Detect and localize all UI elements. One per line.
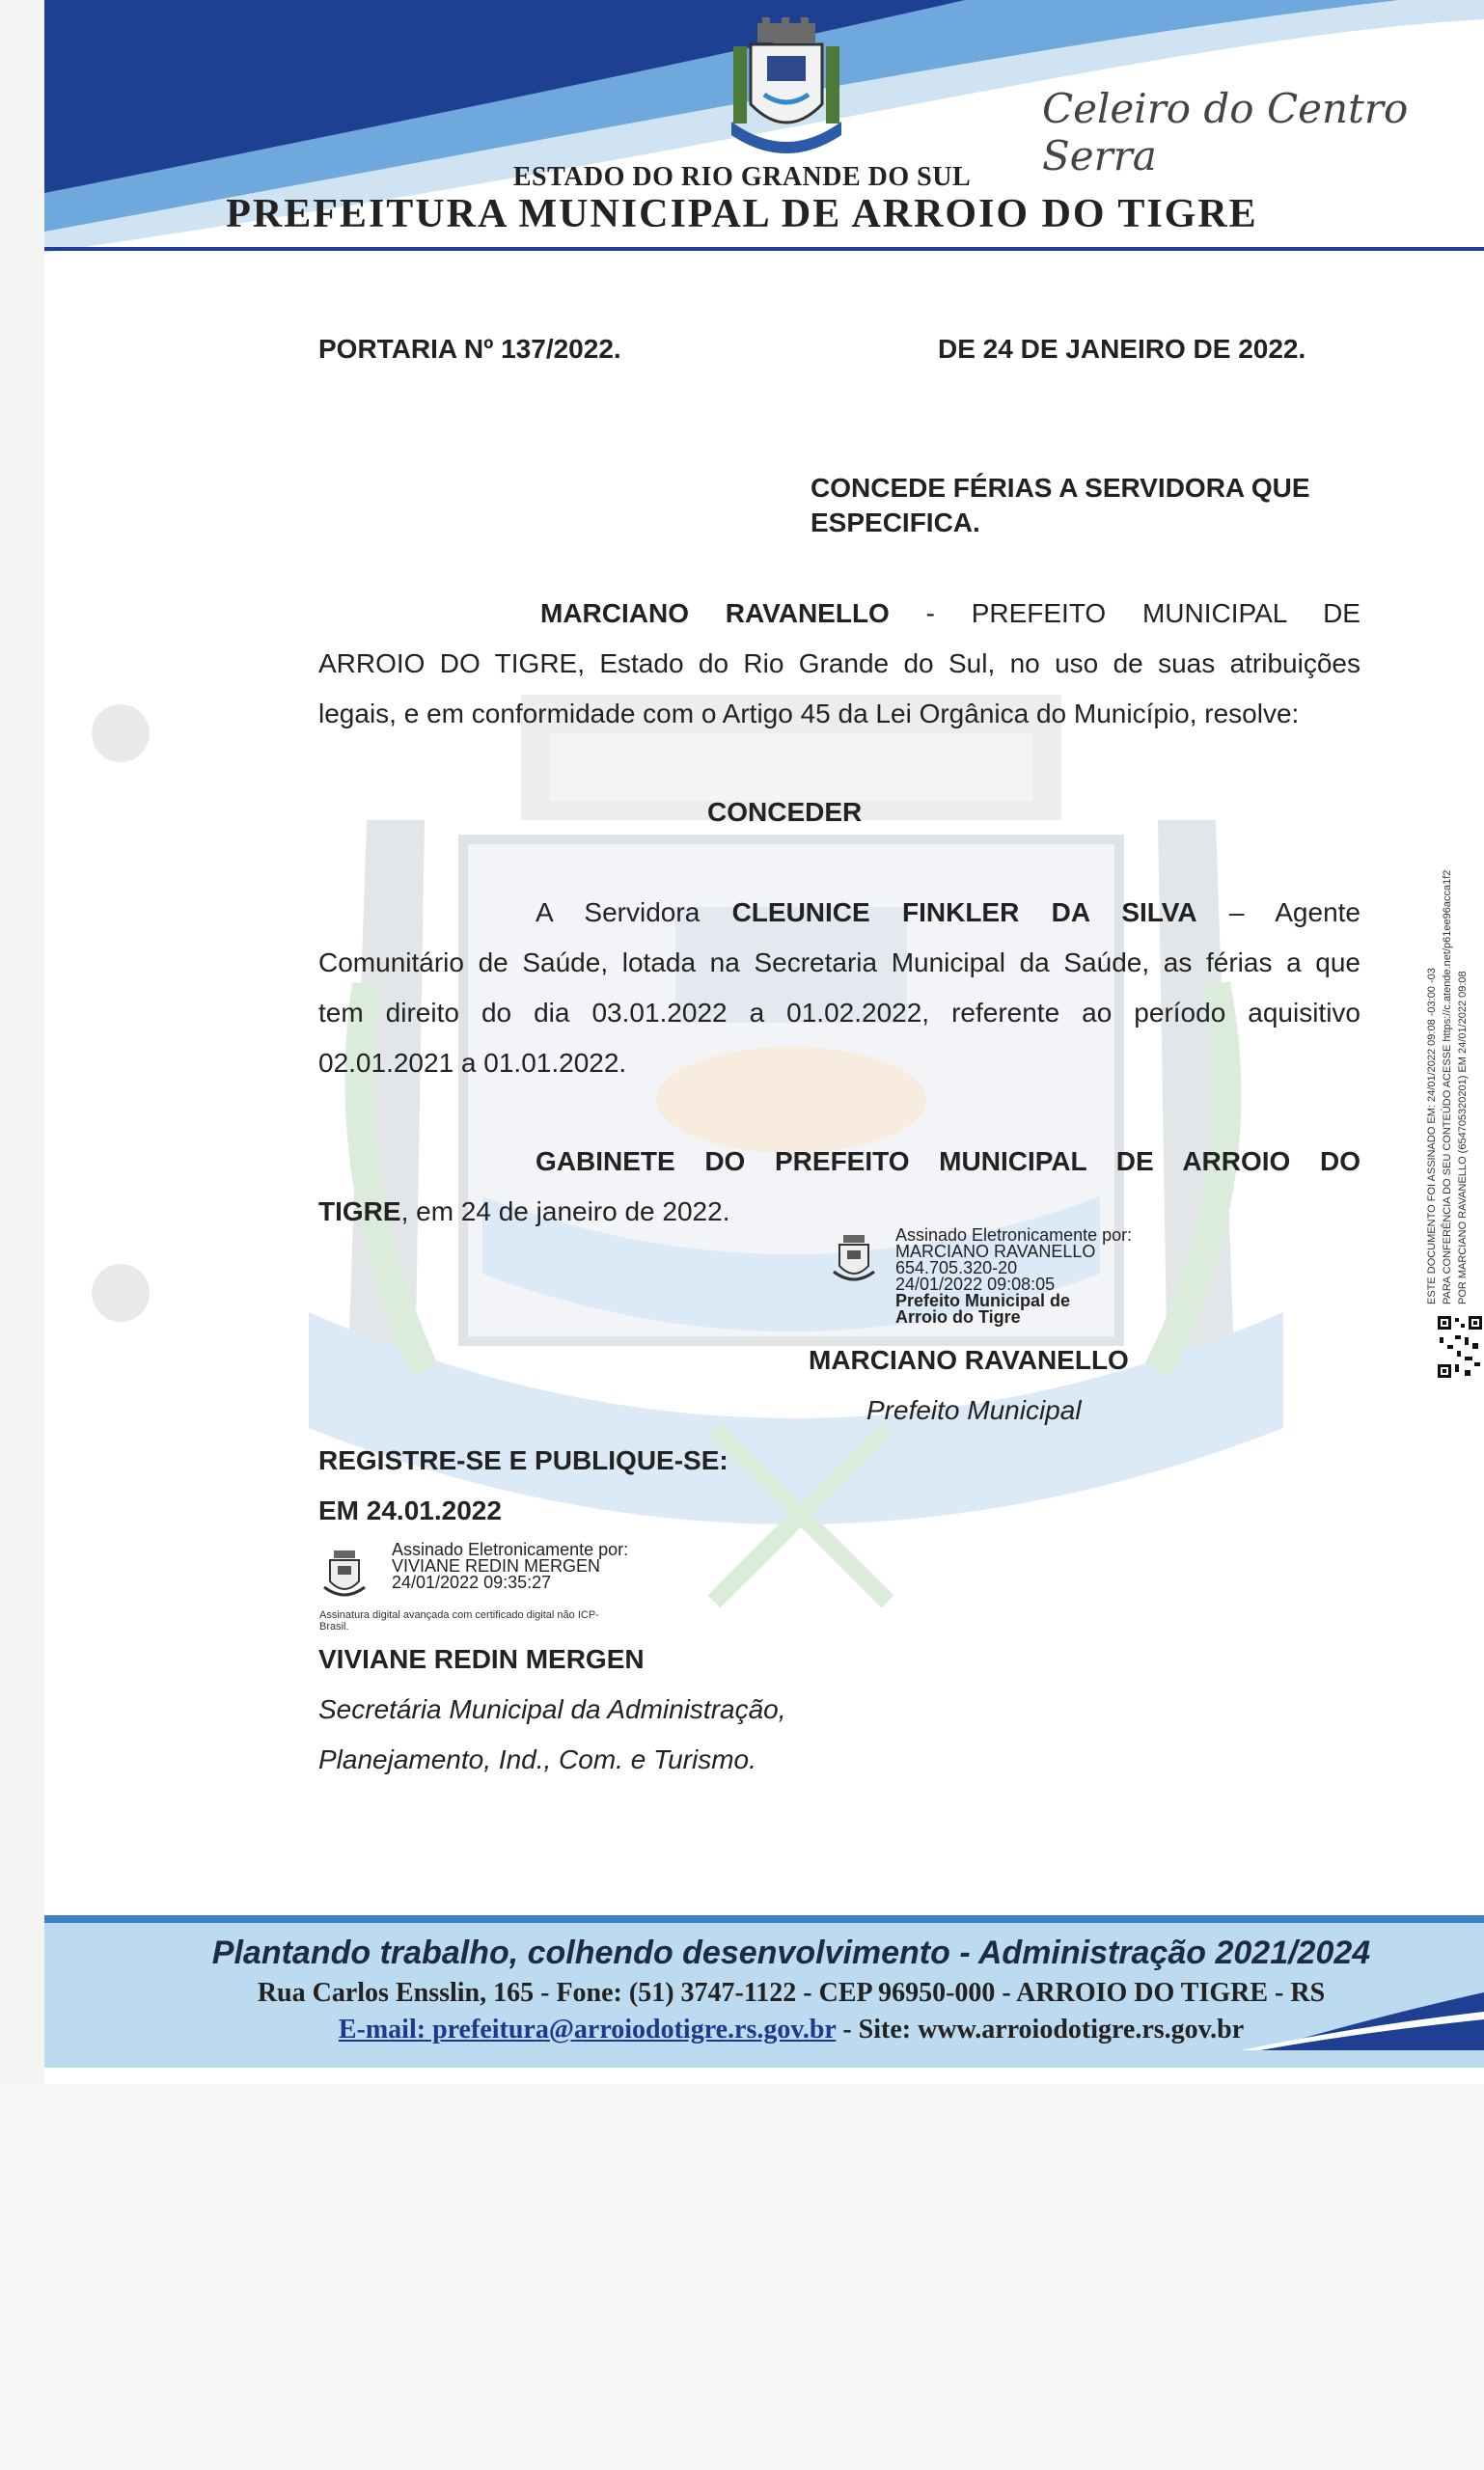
side-line: PARA CONFERÊNCIA DO SEU CONTEÚDO ACESSE https://c.atende.net/p61ee96acca1f2 bbox=[1442, 869, 1453, 1304]
intro-line-3: legais, e em conformidade com o Artigo 45 da Lei Orgânica do Município, resolve: bbox=[318, 699, 1300, 728]
body-line-1 bbox=[536, 888, 1360, 938]
stamp-line: Assinado Eletronicamente por: bbox=[895, 1225, 1133, 1245]
stamp-line: Assinado Eletronicamente por: bbox=[392, 1540, 629, 1559]
body-pre: A Servidora bbox=[536, 897, 732, 927]
stamp-line: Arroio do Tigre bbox=[895, 1307, 1021, 1327]
mayor-role: Prefeito Municipal bbox=[866, 1395, 1082, 1425]
blank-bottom-area bbox=[0, 2084, 1484, 2470]
email-link[interactable]: E-mail: prefeitura@arroiodotigre.rs.gov.br bbox=[338, 2015, 837, 2045]
footer-site: - Site: www.arroiodotigre.rs.gov.br bbox=[836, 2015, 1245, 2045]
header-state-name: ESTADO DO RIO GRANDE DO SUL bbox=[512, 162, 972, 192]
stamp-line: MARCIANO RAVANELLO bbox=[895, 1242, 1096, 1261]
side-verification-text bbox=[1424, 870, 1470, 1304]
stamp-line: Prefeito Municipal de bbox=[895, 1291, 1071, 1310]
servant-name: CLEUNICE FINKLER DA SILVA bbox=[731, 897, 1197, 927]
body-line-2: Comunitário de Saúde, lotada na Secretaria Municipal da Saúde, as férias a que bbox=[318, 947, 1360, 977]
footer-contacts bbox=[193, 2015, 1389, 2045]
coat-of-arms-logo bbox=[714, 17, 859, 162]
stamp-line: 654.705.320-20 bbox=[895, 1258, 1018, 1277]
intro-line-1 bbox=[540, 589, 1360, 639]
side-line: POR MARCIANO RAVANELLO (654705320201) EM 24/01/2022 09:08 bbox=[1457, 971, 1469, 1304]
e-signature-crest-icon bbox=[322, 1549, 367, 1599]
mayor-name: MARCIANO RAVANELLO bbox=[809, 1345, 1129, 1375]
registre-line-1: REGISTRE-SE E PUBLIQUE-SE: bbox=[318, 1445, 728, 1475]
portaria-number: PORTARIA Nº 137/2022. bbox=[318, 334, 621, 364]
secretary-e-signature-stamp bbox=[392, 1542, 628, 1591]
side-line: ESTE DOCUMENTO FOI ASSINADO EM: 24/01/2022 09:08 -03:00 -03 bbox=[1426, 968, 1438, 1304]
gabinete-tigre: TIGRE bbox=[318, 1196, 401, 1226]
stamp-line: VIVIANE REDIN MERGEN bbox=[392, 1556, 601, 1576]
gabinete-date: , em 24 de janeiro de 2022. bbox=[400, 1196, 730, 1226]
mayor-e-signature-stamp bbox=[895, 1227, 1132, 1326]
conceder-heading: CONCEDER bbox=[707, 797, 863, 827]
stamp-line: 24/01/2022 09:35:27 bbox=[392, 1573, 552, 1592]
stamp-line: 24/01/2022 09:08:05 bbox=[895, 1275, 1056, 1294]
e-signature-crest-icon bbox=[832, 1233, 876, 1283]
subject-line-2: ESPECIFICA. bbox=[811, 508, 980, 537]
punch-hole-top bbox=[92, 704, 150, 762]
qr-code-icon bbox=[1436, 1314, 1484, 1380]
intro-line-1-rest: - PREFEITO MUNICIPAL DE bbox=[889, 598, 1360, 628]
registre-line-2: EM 24.01.2022 bbox=[318, 1496, 502, 1525]
body-line-3: tem direito do dia 03.01.2022 a 01.02.2022, referente ao período aquisitivo bbox=[318, 998, 1360, 1028]
footer-slogan: Plantando trabalho, colhendo desenvolvimento - Administração 2021/2024 bbox=[211, 1935, 1371, 1971]
footer-address: Rua Carlos Ensslin, 165 - Fone: (51) 3747-1122 - CEP 96950-000 - ARROIO DO TIGRE - RS bbox=[257, 1978, 1326, 2008]
gabinete-line-2 bbox=[318, 1187, 729, 1237]
intro-line-2: ARROIO DO TIGRE, Estado do Rio Grande do Sul, no uso de suas atribuições bbox=[318, 648, 1360, 678]
mayor-name-inline: MARCIANO RAVANELLO bbox=[540, 598, 890, 628]
signature-note bbox=[319, 1609, 599, 1633]
header-city-hall-name: PREFEITURA MUNICIPAL DE ARROIO DO TIGRE bbox=[226, 192, 1258, 236]
header-motto: Celeiro do Centro Serra bbox=[1042, 85, 1409, 179]
punch-hole-bottom bbox=[92, 1264, 150, 1322]
secretary-name: VIVIANE REDIN MERGEN bbox=[318, 1644, 645, 1674]
body-line-4: 02.01.2021 a 01.01.2022. bbox=[318, 1048, 627, 1078]
subject-line-1: CONCEDE FÉRIAS A SERVIDORA QUE bbox=[811, 473, 1310, 503]
portaria-date: DE 24 DE JANEIRO DE 2022. bbox=[938, 334, 1306, 364]
gabinete-line-1: GABINETE DO PREFEITO MUNICIPAL DE ARROIO DO bbox=[536, 1146, 1360, 1176]
secretary-role-line-1: Secretária Municipal da Administração, bbox=[318, 1694, 786, 1724]
body-post: – Agente bbox=[1196, 897, 1360, 927]
note-line: Brasil. bbox=[319, 1621, 349, 1633]
secretary-role-line-2: Planejamento, Ind., Com. e Turismo. bbox=[318, 1744, 756, 1774]
note-line: Assinatura digital avançada com certificado digital não ICP- bbox=[319, 1609, 599, 1621]
